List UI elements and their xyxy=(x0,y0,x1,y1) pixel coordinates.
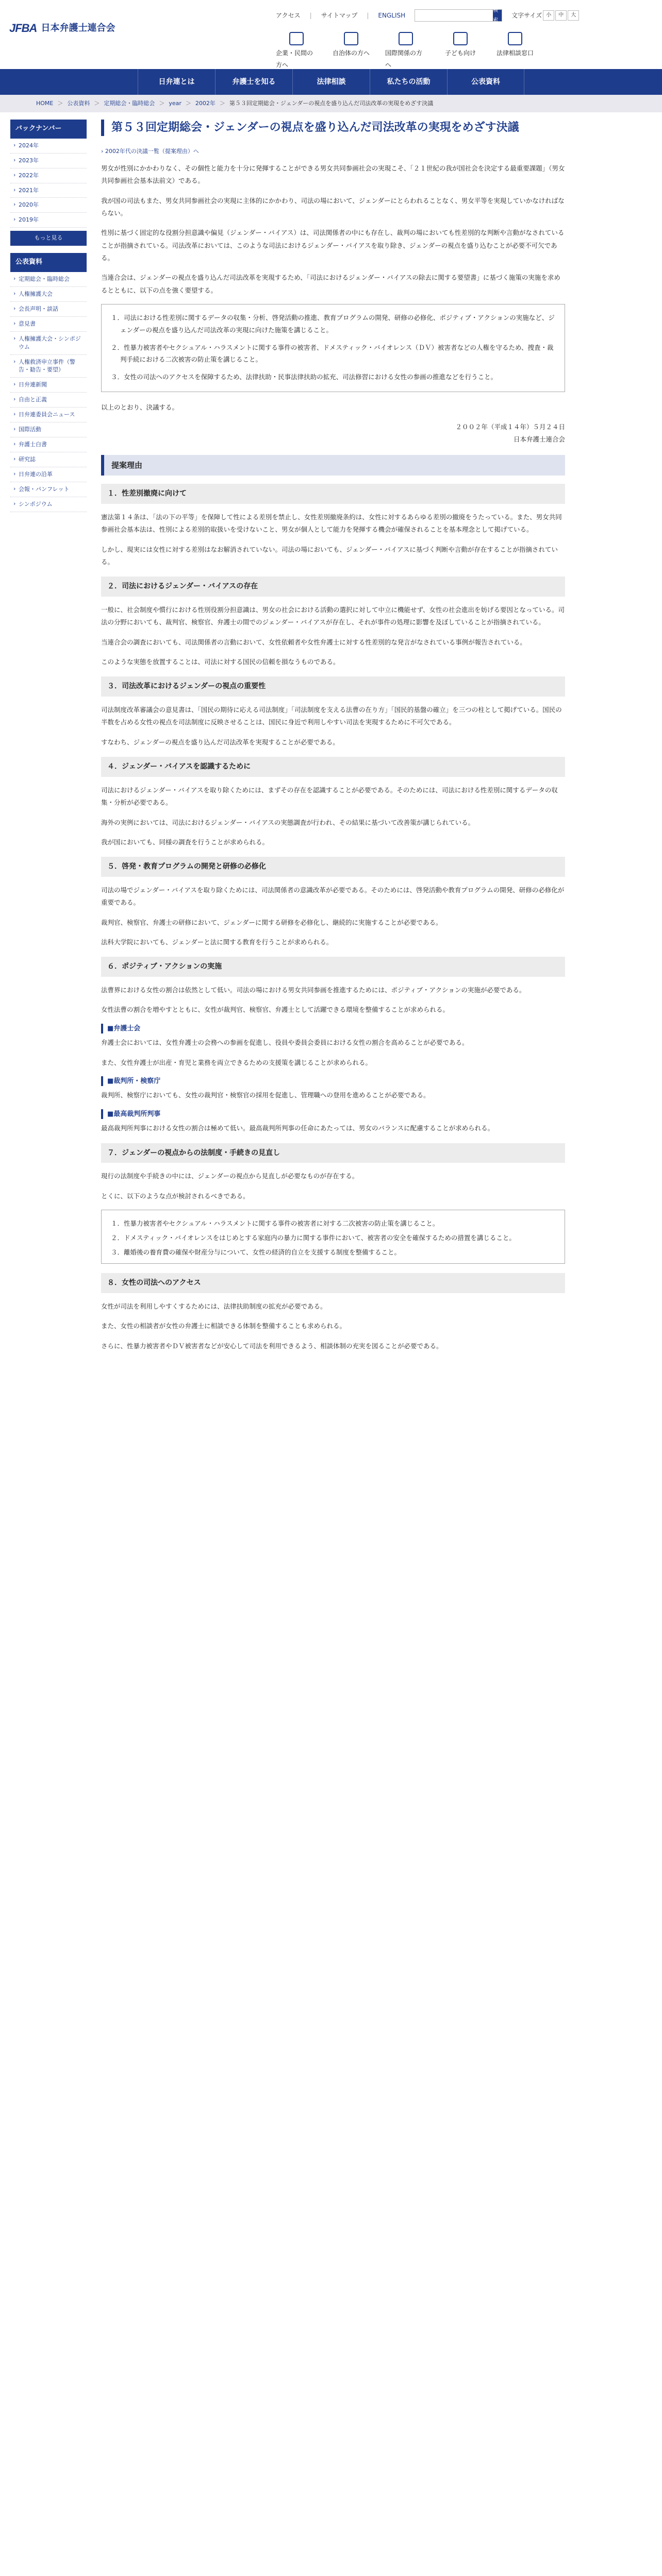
section-heading: ８．女性の司法へのアクセス xyxy=(101,1273,565,1293)
section-paragraph: 当連合会の調査においても、司法関係者の言動において、女性依頼者や女性弁護士に対する性差別的な発言がなされている事例が報告されている。 xyxy=(101,638,526,646)
subsection-heading: ■裁判所・検察庁 xyxy=(101,1076,565,1087)
sidebar-item-public[interactable]: › 弁護士白書 xyxy=(10,437,87,452)
search-button[interactable]: 検索 xyxy=(493,10,502,21)
site-header xyxy=(0,0,662,69)
intro-paragraph: 我が国の司法もまた、男女共同参画社会の実現に主体的にかかわり、司法の場において、ジェンダーにとらわれることなく、男女平等を実現していかなければならない。 xyxy=(101,196,565,217)
resolution-item: ２．性暴力被害者やセクシュアル・ハラスメントに関する事件の被害者、ドメスティック・バイオレンス（ＤＶ）被害者などの人権を守るため、捜査・裁判手続における二次被害の防止策を講じること。 xyxy=(111,343,554,364)
section-paragraph: 司法におけるジェンダー・バイアスを取り除くためには、まずその存在を認識することが必要である。そのためには、司法における性差別に関するデータの収集・分析が必要である。 xyxy=(101,786,558,807)
breadcrumb-publications[interactable]: 公表資料 xyxy=(67,99,90,107)
town-hall-icon xyxy=(344,32,358,45)
section-paragraph: 我が国においても、同様の調査を行うことが求められる。 xyxy=(101,838,269,846)
section-paragraph: 女性法曹の割合を増やすとともに、女性が裁判官、検察官、弁護士として活躍できる環境を整備することが求められる。 xyxy=(101,1006,450,1014)
child-icon xyxy=(453,32,468,45)
sidebar-item-public[interactable]: › 定期総会・臨時総会 xyxy=(10,272,87,287)
section-paragraph: 裁判所、検察庁においても、女性の裁判官・検察官の採用を促進し、管理職への登用を進めることが必要である。 xyxy=(101,1091,430,1099)
subsection-heading: ■弁護士会 xyxy=(101,1024,565,1034)
nav-item-activities[interactable]: 私たちの活動 xyxy=(370,69,447,95)
sidebar-item-public[interactable]: › 人権救済申立事件（警告・勧告・要望） xyxy=(10,355,87,378)
section-paragraph: 弁護士会においては、女性弁護士の会務への参画を促進し、役員や委員会委員における女性の割合を高めることが必要である。 xyxy=(101,1039,469,1047)
sidebar-item-year[interactable]: › 2020年 xyxy=(10,198,87,213)
resolution-list-link-label: 2002年代の決議一覧（提案理由）へ xyxy=(105,147,199,155)
section-heading: １．性差別撤廃に向けて xyxy=(101,484,565,504)
resolution-org: 日本弁護士連合会 xyxy=(513,435,565,444)
section-paragraph: また、女性弁護士が出産・育児と業務を両立できるための支援策を講じることが求められる。 xyxy=(101,1058,372,1066)
sidebar-item-public[interactable]: › 意見書 xyxy=(10,317,87,332)
site-logo[interactable] xyxy=(9,18,115,39)
sidebar-item-year[interactable]: › 2019年 xyxy=(10,213,87,228)
resolution-items xyxy=(101,304,565,392)
section-heading: ６．ポジティブ・アクションの実施 xyxy=(101,957,565,977)
section-paragraph: 司法の場でジェンダー・バイアスを取り除くためには、司法関係者の意識改革が必要である。そのためには、啓発活動や教育プログラムの開発、研修の必修化が重要である。 xyxy=(101,886,565,907)
section-paragraph: しかし、現実には女性に対する差別はなお解消されていない。司法の場においても、ジェンダー・バイアスに基づく判断や言動が存在することが指摘されている。 xyxy=(101,545,558,566)
font-size-medium-button[interactable]: 中 xyxy=(555,10,567,21)
sidebar-item-public[interactable]: › 人権擁護大会・シンポジウム xyxy=(10,332,87,355)
section-paragraph: とくに、以下のような点が検討されるべきである。 xyxy=(101,1192,250,1200)
section-paragraph: また、女性の相談者が女性の弁護士に相談できる体制を整備することも求められる。 xyxy=(101,1322,346,1330)
section-paragraph: 現行の法制度や手続きの中には、ジェンダーの視点から見直しが必要なものが存在する。 xyxy=(101,1172,359,1180)
sitemap-link[interactable]: サイトマップ xyxy=(321,11,358,19)
nav-item-lawyers[interactable]: 弁護士を知る xyxy=(215,69,292,95)
sidebar-item-public[interactable]: › 日弁連新聞 xyxy=(10,378,87,393)
site-search xyxy=(415,9,502,22)
breadcrumb-year[interactable]: year xyxy=(169,99,181,107)
divider: | xyxy=(309,11,312,19)
sidebar-item-year[interactable]: › 2023年 xyxy=(10,154,87,168)
breadcrumb-home[interactable]: HOME xyxy=(36,99,54,107)
font-size-label: 文字サイズ xyxy=(511,11,542,19)
audience-link-kids[interactable] xyxy=(440,32,481,71)
proposal-item: ２．ドメスティック・バイオレンスをはじめとする家庭内の暴力に関する事件において、被害者の安全を確保するための措置を講じること。 xyxy=(111,1233,516,1242)
resolution-item: １．司法における性差別に関するデータの収集・分析、啓発活動の推進、教育プログラムの開発、研修の必修化、ポジティブ・アクションの実施など、ジェンダーの視点を盛り込んだ司法改革の実現に向けた施策を講じること。 xyxy=(111,314,555,334)
main-nav xyxy=(0,69,662,95)
section-heading: ５．啓発・教育プログラムの開発と研修の必修化 xyxy=(101,857,565,877)
audience-link-label: 自治体の方へ xyxy=(332,49,370,57)
sidebar-public-list xyxy=(10,272,87,512)
section-heading: ４．ジェンダー・バイアスを認識するために xyxy=(101,757,565,777)
reason-heading: 提案理由 xyxy=(101,455,565,476)
divider: | xyxy=(367,11,369,19)
section-paragraph: このような実態を放置することは、司法に対する国民の信頼を損なうものである。 xyxy=(101,658,340,666)
signature-block xyxy=(101,421,565,446)
section-paragraph: 憲法第１４条は、「法の下の平等」を保障して性による差別を禁止し、女性差別撤廃条約は、女性に対するあらゆる差別の撤廃をうたっている。また、男女共同参画社会基本法は、性別による差別的取扱いを受けないこと、男女が個人として能力を発揮する機会が確保されることを基本理念として掲げている。 xyxy=(101,513,562,534)
sidebar-item-public[interactable]: › 会長声明・談話 xyxy=(10,302,87,317)
intro-paragraph: 男女が性別にかかわりなく、その個性と能力を十分に発揮することができる男女共同参画社会の実現こそ、「２１世紀の我が国社会を決定する最重要課題」（男女共同参画社会基本法前文）である。 xyxy=(101,164,565,185)
closing-statement: 以上のとおり、決議する。 xyxy=(101,403,179,411)
sidebar xyxy=(10,120,87,512)
nav-item-consultation[interactable]: 法律相談 xyxy=(292,69,370,95)
utility-bar xyxy=(276,9,579,22)
sidebar-item-public[interactable]: › 人権擁護大会 xyxy=(10,287,87,302)
section-paragraph: 女性が司法を利用しやすくするためには、法律扶助制度の拡充が必要である。 xyxy=(101,1302,327,1310)
proposal-list xyxy=(101,1210,565,1264)
font-size-switcher xyxy=(511,10,579,22)
audience-link-business[interactable] xyxy=(276,32,317,71)
audience-link-label: 国際関係の方へ xyxy=(385,49,423,69)
breadcrumb-separator: ＞ xyxy=(57,99,63,107)
sidebar-item-public[interactable]: › 日弁連の沿革 xyxy=(10,467,87,482)
resolution-date: ２００２年（平成１４年）５月２４日 xyxy=(455,423,565,431)
page-title: 第５３回定期総会・ジェンダーの視点を盛り込んだ司法改革の実現をめざす決議 xyxy=(101,120,565,136)
sidebar-item-year[interactable]: › 2024年 xyxy=(10,139,87,154)
audience-link-consultation[interactable] xyxy=(494,32,536,71)
access-link[interactable]: アクセス xyxy=(276,11,301,19)
proposal-item: １．性暴力被害者やセクシュアル・ハラスメントに関する事件の被害者に対する二次被害の防止策を講じること。 xyxy=(111,1219,439,1228)
audience-link-label: 子ども向け xyxy=(444,49,476,57)
section-paragraph: 裁判官、検察官、弁護士の研修において、ジェンダーに関する研修を必修化し、継続的に実施することが必要である。 xyxy=(101,918,442,926)
breadcrumb-2002[interactable]: 2002年 xyxy=(195,99,216,107)
section-paragraph: 司法制度改革審議会の意見書は、「国民の期待に応える司法制度」「司法制度を支える法曹の在り方」「国民的基盤の確立」を三つの柱として掲げている。国民の半数を占める女性の視点を司法制度に反映させることは、国民に身近で利用しやすい司法を実現するために不可欠である。 xyxy=(101,706,562,726)
sidebar-more-button[interactable]: もっと見る xyxy=(10,231,87,246)
section-paragraph: 法曹界における女性の割合は依然として低い。司法の場における男女共同参画を推進するためには、ポジティブ・アクションの実施が必要である。 xyxy=(101,986,526,994)
breadcrumb-separator: ＞ xyxy=(219,99,225,107)
sidebar-item-year[interactable]: › 2022年 xyxy=(10,168,87,183)
nav-item-about[interactable]: 日弁連とは xyxy=(138,69,215,95)
sidebar-item-public[interactable]: › 日弁連委員会ニュース xyxy=(10,408,87,422)
resolution-list-link[interactable]: › 2002年代の決議一覧（提案理由）へ xyxy=(101,147,199,155)
sidebar-item-public[interactable]: › シンポジウム xyxy=(10,497,87,512)
main-content xyxy=(101,120,565,1360)
sidebar-item-year[interactable]: › 2021年 xyxy=(10,183,87,198)
sidebar-item-public[interactable]: › 自由と正義 xyxy=(10,393,87,408)
section-paragraph: 海外の実例においては、司法におけるジェンダー・バイアスの実態調査が行われ、その結果に基づいて改善策が講じられている。 xyxy=(101,818,475,826)
proposal-item: ３．離婚後の養育費の確保や財産分与について、女性の経済的自立を支援する制度を整備すること。 xyxy=(111,1248,401,1256)
search-input[interactable] xyxy=(418,12,493,19)
breadcrumb-separator: ＞ xyxy=(185,99,191,107)
breadcrumb-separator: ＞ xyxy=(94,99,100,107)
section-paragraph: 最高裁判所判事における女性の割合は極めて低い。最高裁判所判事の任命にあたっては、男女のバランスに配慮することが求められる。 xyxy=(101,1124,494,1132)
audience-link-international[interactable] xyxy=(385,32,426,71)
breadcrumb-current: 第５３回定期総会・ジェンダーの視点を盛り込んだ司法改革の実現をめざす決議 xyxy=(229,99,434,107)
section-paragraph: 一般に、社会制度や慣行における性別役割分担意識は、男女の社会における活動の選択に対して中立に機能せず、女性の社会進出を妨げる要因となっている。司法の分野においても、裁判官、検察官、弁護士の間でのジェンダー・バイアスが存在し、それが事件の処理に影響を及ぼしていることが指摘されている。 xyxy=(101,605,565,626)
audience-link-municipality[interactable] xyxy=(330,32,372,71)
sidebar-item-public[interactable]: › 国際活動 xyxy=(10,422,87,437)
subsection-heading: ■最高裁判所判事 xyxy=(101,1109,565,1120)
font-size-small-button[interactable]: 小 xyxy=(543,10,554,21)
audience-link-label: 企業・民間の方へ xyxy=(276,49,313,69)
globe-icon xyxy=(399,32,413,45)
section-paragraph: さらに、性暴力被害者やＤＶ被害者などが安心して司法を利用できるよう、相談体制の充実を図ることが必要である。 xyxy=(101,1342,443,1350)
section-paragraph: 法科大学院においても、ジェンダーと法に関する教育を行うことが求められる。 xyxy=(101,938,333,946)
nav-item-publications[interactable]: 公表資料 xyxy=(447,69,524,95)
resolution-item: ３．女性の司法へのアクセスを保障するため、法律扶助・民事法律扶助の拡充、司法修習における女性の参画の推進などを行うこと。 xyxy=(111,373,498,381)
english-link[interactable]: ENGLISH xyxy=(378,11,406,19)
intro-paragraph: 当連合会は、ジェンダーの視点を盛り込んだ司法改革を実現するため、「司法におけるジェンダー・バイアスの除去に関する要望書」に基づく施策の実施を求めるとともに、以下の点を強く要望する。 xyxy=(101,274,560,294)
breadcrumb xyxy=(0,95,662,112)
audience-links xyxy=(276,32,536,71)
intro-paragraph: 性別に基づく固定的な役割分担意識や偏見（ジェンダー・バイアス）は、司法関係者の中にも存在し、裁判の場においても性差別的な判断や言動がなされていることが指摘されている。司法改革においては、このような司法におけるジェンダー・バイアスを取り除き、ジェンダーの視点を盛り込むことが必要不可欠である。 xyxy=(101,229,565,262)
building-icon xyxy=(289,32,304,45)
sidebar-item-public[interactable]: › 会報・パンフレット xyxy=(10,482,87,497)
section-heading: ２．司法におけるジェンダー・バイアスの存在 xyxy=(101,577,565,597)
breadcrumb-separator: ＞ xyxy=(159,99,165,107)
sidebar-public-title: 公表資料 xyxy=(10,253,87,272)
sidebar-year-list xyxy=(10,139,87,228)
section-heading: ３．司法改革におけるジェンダーの視点の重要性 xyxy=(101,676,565,697)
section-paragraph: すなわち、ジェンダーの視点を盛り込んだ司法改革を実現することが必要である。 xyxy=(101,738,339,746)
font-size-large-button[interactable]: 大 xyxy=(568,10,579,21)
logo-mark: JFBA xyxy=(9,22,37,35)
section-heading: ７．ジェンダーの視点からの法制度・手続きの見直し xyxy=(101,1143,565,1163)
consultation-icon xyxy=(508,32,522,45)
sidebar-item-public[interactable]: › 研究誌 xyxy=(10,452,87,467)
sidebar-backnumber-title: バックナンバー xyxy=(10,120,87,139)
logo-text: 日本弁護士連合会 xyxy=(41,22,115,33)
audience-link-label: 法律相談窓口 xyxy=(496,49,534,57)
breadcrumb-general-meetings[interactable]: 定期総会・臨時総会 xyxy=(104,99,155,107)
